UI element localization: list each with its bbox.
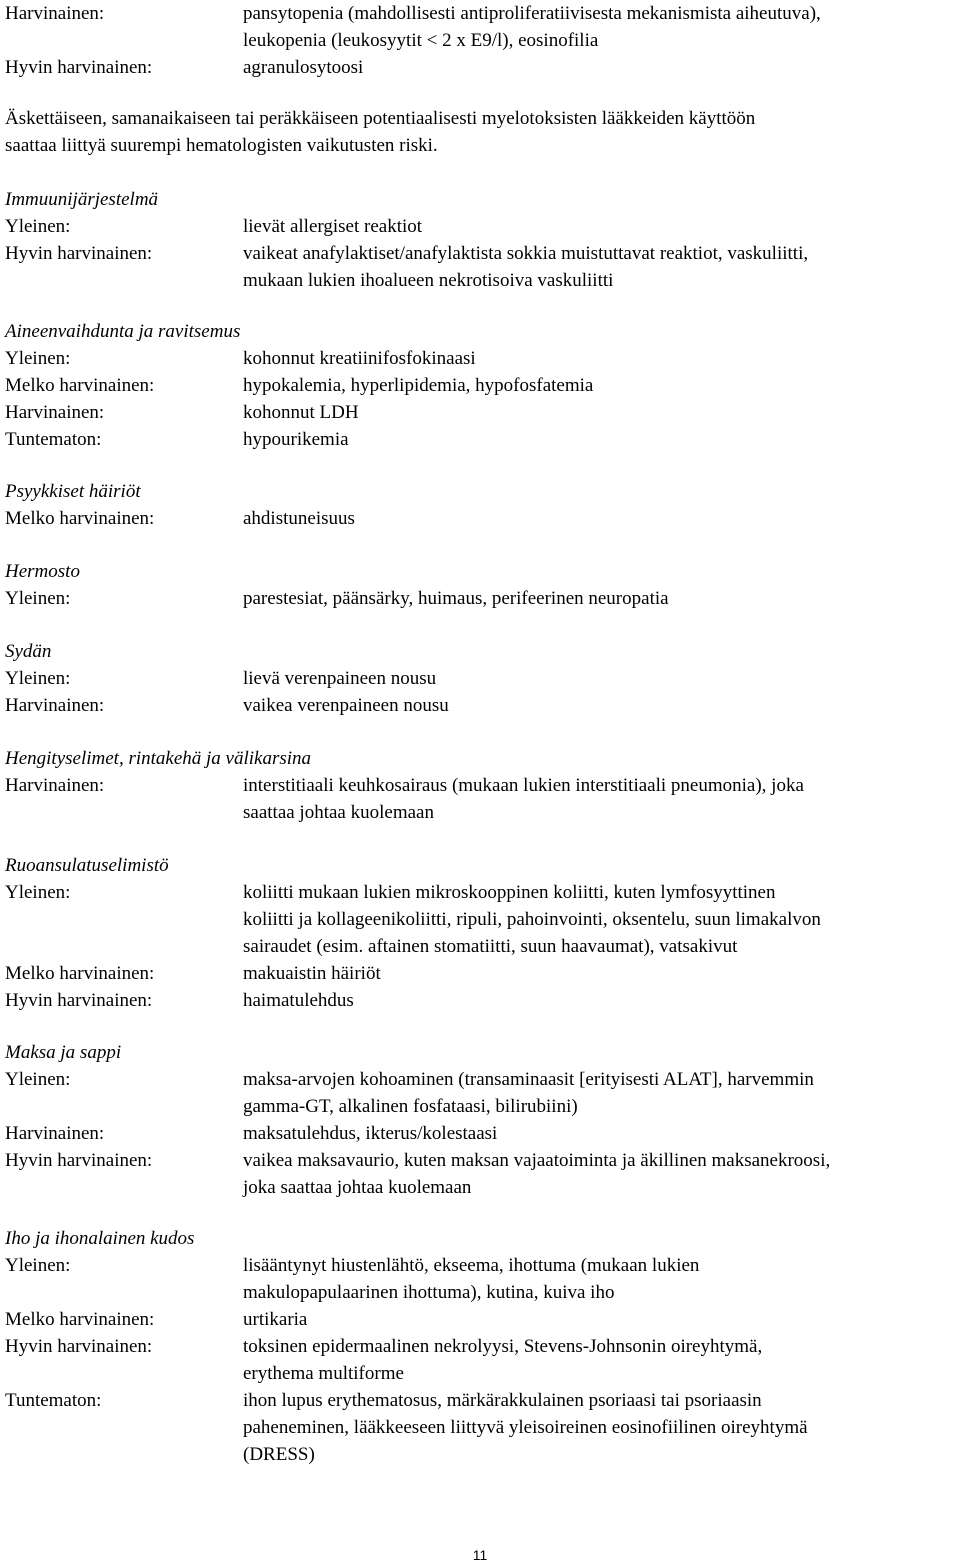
table-row [5,1066,960,1120]
section-respiratory [5,745,960,826]
effect-line: makulopapulaarinen ihottuma), kutina, kuiva iho [243,1282,615,1303]
section-metabolism [5,318,960,453]
table-row [5,987,960,1014]
effect-text [243,240,960,294]
effect-line: lievät allergiset reaktiot [243,216,423,237]
effect-line: vaikea maksavaurio, kuten maksan vajaatoiminta ja äkillinen maksanekroosi, [243,1150,831,1171]
section-heading: Iho ja ihonalainen kudos [5,1228,195,1249]
effect-line: makuaistin häiriöt [243,963,381,984]
frequency-label: Yleinen: [5,668,71,689]
effect-text [243,879,960,960]
section-heading: Sydän [5,641,52,662]
effect-line: vaikea verenpaineen nousu [243,695,449,716]
frequency-label: Hyvin harvinainen: [5,243,153,264]
effect-text [243,1333,960,1387]
effect-line: maksatulehdus, ikterus/kolestaasi [243,1123,498,1144]
effect-text [243,54,960,81]
section-psychiatric [5,478,960,532]
effect-line: parestesiat, päänsärky, huimaus, perifeerinen neuropatia [243,588,669,609]
table-row [5,665,960,692]
effect-line: joka saattaa johtaa kuolemaan [243,1177,472,1198]
effect-line: leukopenia (leukosyytit < 2 x E9/l), eosinofilia [243,30,599,51]
effect-line: hypourikemia [243,429,349,450]
table-row [5,879,960,960]
table-row [5,1120,960,1147]
frequency-label: Yleinen: [5,216,71,237]
effect-text [243,665,960,692]
section-heading: Ruoansulatuselimistö [5,855,169,876]
section-heading: Aineenvaihdunta ja ravitsemus [5,321,241,342]
effect-text [243,1387,960,1468]
effect-line: saattaa johtaa kuolemaan [243,802,434,823]
paragraph-line: Äskettäiseen, samanaikaiseen tai peräkkäiseen potentiaalisesti myelotoksisten lääkkeiden käyttöön [5,108,756,129]
effect-text [243,345,960,372]
section-heading: Hengityselimet, rintakehä ja välikarsina [5,748,312,769]
frequency-label: Tuntematon: [5,1390,102,1411]
effect-text [243,987,960,1014]
effect-line: erythema multiforme [243,1363,404,1384]
effect-text [243,772,960,826]
effect-line: haimatulehdus [243,990,354,1011]
table-row [5,505,960,532]
row-hyvin-harvinainen [5,54,960,81]
effect-line: ahdistuneisuus [243,508,355,529]
effect-text [243,372,960,399]
frequency-label: Yleinen: [5,1069,71,1090]
effect-text [243,1120,960,1147]
effect-line: (DRESS) [243,1444,315,1465]
section-heading: Psyykkiset häiriöt [5,481,141,502]
effect-line: kohonnut kreatiinifosfokinaasi [243,348,476,369]
frequency-label: Harvinainen: [5,775,105,796]
effect-text [243,1066,960,1120]
table-row [5,240,960,294]
table-row [5,345,960,372]
table-row [5,1333,960,1387]
effect-text [243,1252,960,1306]
section-immune-system [5,186,960,294]
table-row [5,1387,960,1468]
frequency-label: Yleinen: [5,348,71,369]
effect-line: sairaudet (esim. aftainen stomatiitti, suun haavaumat), vatsakivut [243,936,738,957]
section-hepatobiliary [5,1039,960,1201]
frequency-label: Melko harvinainen: [5,963,155,984]
intro-paragraph [5,105,755,159]
effect-line: agranulosytoosi [243,57,364,78]
effect-line: lisääntynyt hiustenlähtö, ekseema, ihottuma (mukaan lukien [243,1255,700,1276]
table-row [5,1306,960,1333]
frequency-label: Hyvin harvinainen: [5,57,153,78]
effect-text [243,0,960,54]
effect-text [243,692,960,719]
frequency-label: Hyvin harvinainen: [5,990,153,1011]
effect-line: gamma-GT, alkalinen fosfataasi, bilirubiini) [243,1096,578,1117]
effect-text [243,426,960,453]
frequency-label: Yleinen: [5,1255,71,1276]
section-gastrointestinal [5,852,960,1014]
frequency-label: Yleinen: [5,882,71,903]
frequency-label: Harvinainen: [5,1123,105,1144]
effect-line: koliitti ja kollageenikoliitti, ripuli, pahoinvointi, oksentelu, suun limakalvon [243,909,821,930]
frequency-label: Hyvin harvinainen: [5,1150,153,1171]
table-row [5,213,960,240]
effect-line: paheneminen, lääkkeeseen liittyvä yleisoireinen eosinofiilinen oireyhtymä [243,1417,808,1438]
effect-line: koliitti mukaan lukien mikroskooppinen koliitti, kuten lymfosyyttinen [243,882,776,903]
effect-line: hypokalemia, hyperlipidemia, hypofosfatemia [243,375,594,396]
table-row [5,399,960,426]
effect-line: maksa-arvojen kohoaminen (transaminaasit [erityisesti ALAT], harvemmin [243,1069,814,1090]
effect-line: pansytopenia (mahdollisesti antiproliferatiivisesta mekanismista aiheutuva), [243,3,821,24]
table-row [5,1252,960,1306]
table-row [5,772,960,826]
effect-text [243,1147,960,1201]
effect-line: kohonnut LDH [243,402,359,423]
effect-line: interstitiaali keuhkosairaus (mukaan lukien interstitiaali pneumonia), joka [243,775,804,796]
effect-text [243,505,960,532]
effect-line: lievä verenpaineen nousu [243,668,437,689]
effect-text [243,399,960,426]
effect-text [243,213,960,240]
frequency-label: Hyvin harvinainen: [5,1336,153,1357]
table-row [5,960,960,987]
effect-text [243,960,960,987]
table-row [5,692,960,719]
effect-line: ihon lupus erythematosus, märkärakkulainen psoriaasi tai psoriaasin [243,1390,762,1411]
frequency-label: Tuntematon: [5,429,102,450]
section-nervous-system [5,558,960,612]
table-row [5,426,960,453]
section-heart [5,638,960,719]
frequency-label: Melko harvinainen: [5,1309,155,1330]
effect-line: mukaan lukien ihoalueen nekrotisoiva vaskuliitti [243,270,614,291]
section-heading: Immuunijärjestelmä [5,189,159,210]
frequency-label: Melko harvinainen: [5,375,155,396]
paragraph-line: saattaa liittyä suurempi hematologisten vaikutusten riski. [5,135,438,156]
row-harvinainen [5,0,960,54]
frequency-label: Melko harvinainen: [5,508,155,529]
table-row [5,585,960,612]
effect-text [243,585,960,612]
table-row [5,1147,960,1201]
effect-text [243,1306,960,1333]
section-skin [5,1225,960,1468]
table-row [5,372,960,399]
frequency-label: Harvinainen: [5,402,105,423]
effect-line: vaikeat anafylaktiset/anafylaktista sokkia muistuttavat reaktiot, vaskuliitti, [243,243,809,264]
section-heading: Maksa ja sappi [5,1042,122,1063]
top-rows [5,0,960,81]
frequency-label: Yleinen: [5,588,71,609]
frequency-label: Harvinainen: [5,3,105,24]
effect-line: toksinen epidermaalinen nekrolyysi, Stevens-Johnsonin oireyhtymä, [243,1336,763,1357]
section-heading: Hermosto [5,561,80,582]
page-number: 11 [472,1547,488,1563]
effect-line: urtikaria [243,1309,308,1330]
frequency-label: Harvinainen: [5,695,105,716]
